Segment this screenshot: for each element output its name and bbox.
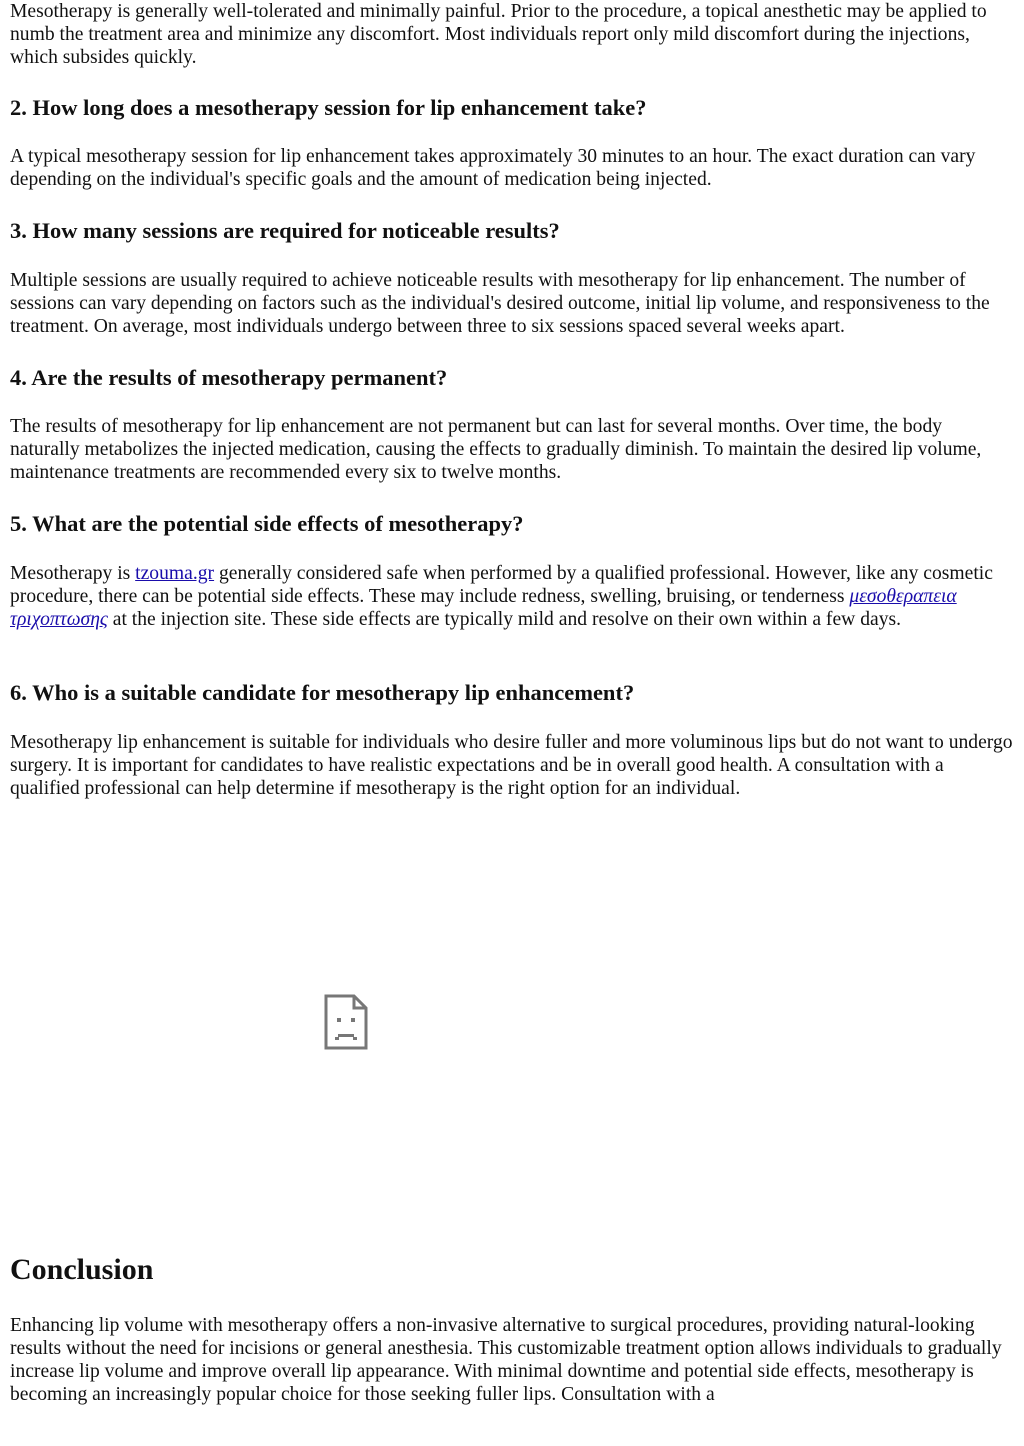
- faq-question-6: 6. Who is a suitable candidate for mesotherapy lip enhancement?: [10, 680, 635, 705]
- faq-answer-6: Mesotherapy lip enhancement is suitable for individuals who desire fuller and more voluminous lips but do not want to undergo surgery. It is important for candidates to have realistic expectations and be in overall good health. A consultation with a qualified professional can help determine if mesotherapy is the right option for an individual.: [10, 732, 1013, 799]
- conclusion-heading: Conclusion: [10, 1253, 154, 1286]
- faq-question-2: 2. How long does a mesotherapy session for lip enhancement take?: [10, 95, 647, 120]
- faq-question-3: 3. How many sessions are required for noticeable results?: [10, 218, 560, 243]
- tzouma-link[interactable]: tzouma.gr: [135, 563, 215, 584]
- mesotherapy-hair-loss-link[interactable]: μεσοθεραπεια τριχοπτωσης: [10, 586, 957, 630]
- faq-question-5: 5. What are the potential side effects of mesotherapy?: [10, 511, 524, 536]
- faq-answer-4: The results of mesotherapy for lip enhancement are not permanent but can last for several months. Over time, the body naturally metabolizes the injected medication, causing the effects to gradually diminish. To maintain the desired lip volume, maintenance treatments are recommended every six to twelve months.: [10, 416, 982, 483]
- faq-answer-5: [10, 562, 1014, 631]
- faq-answer-5-text-3: at the injection site. These side effects are typically mild and resolve on their own within a few days.: [107, 609, 902, 630]
- faq-answer-2: A typical mesotherapy session for lip enhancement takes approximately 30 minutes to an hour. The exact duration can vary depending on the individual's specific goals and the amount of medication being injected.: [10, 146, 976, 190]
- broken-image-icon: [324, 994, 368, 1050]
- conclusion-paragraph: Enhancing lip volume with mesotherapy offers a non-invasive alternative to surgical procedures, providing natural-looking results without the need for incisions or general anesthesia. This customizable treatment option allows individuals to gradually increase lip volume and improve overall lip appearance. With minimal downtime and potential side effects, mesotherapy is becoming an increasingly popular choice for those seeking fuller lips. Consultation with a: [10, 1315, 1002, 1405]
- faq-answer-3: Multiple sessions are usually required to achieve noticeable results with mesotherapy for lip enhancement. The number of sessions can vary depending on factors such as the individual's desired outcome, initial lip volume, and responsiveness to the treatment. On average, most individuals undergo between three to six sessions spaced several weeks apart.: [10, 270, 990, 337]
- faq-answer-5-text-2: generally considered safe when performed by a qualified professional. However, like any cosmetic procedure, there can be potential side effects. These may include redness, swelling, bruising, or tenderness: [10, 563, 993, 607]
- intro-paragraph: Mesotherapy is generally well-tolerated and minimally painful. Prior to the procedure, a topical anesthetic may be applied to numb the treatment area and minimize any discomfort. Most individuals report only mild discomfort during the injections, which subsides quickly.: [10, 1, 987, 68]
- faq-answer-5-text-1: Mesotherapy is: [10, 563, 136, 584]
- faq-question-4: 4. Are the results of mesotherapy permanent?: [10, 365, 448, 390]
